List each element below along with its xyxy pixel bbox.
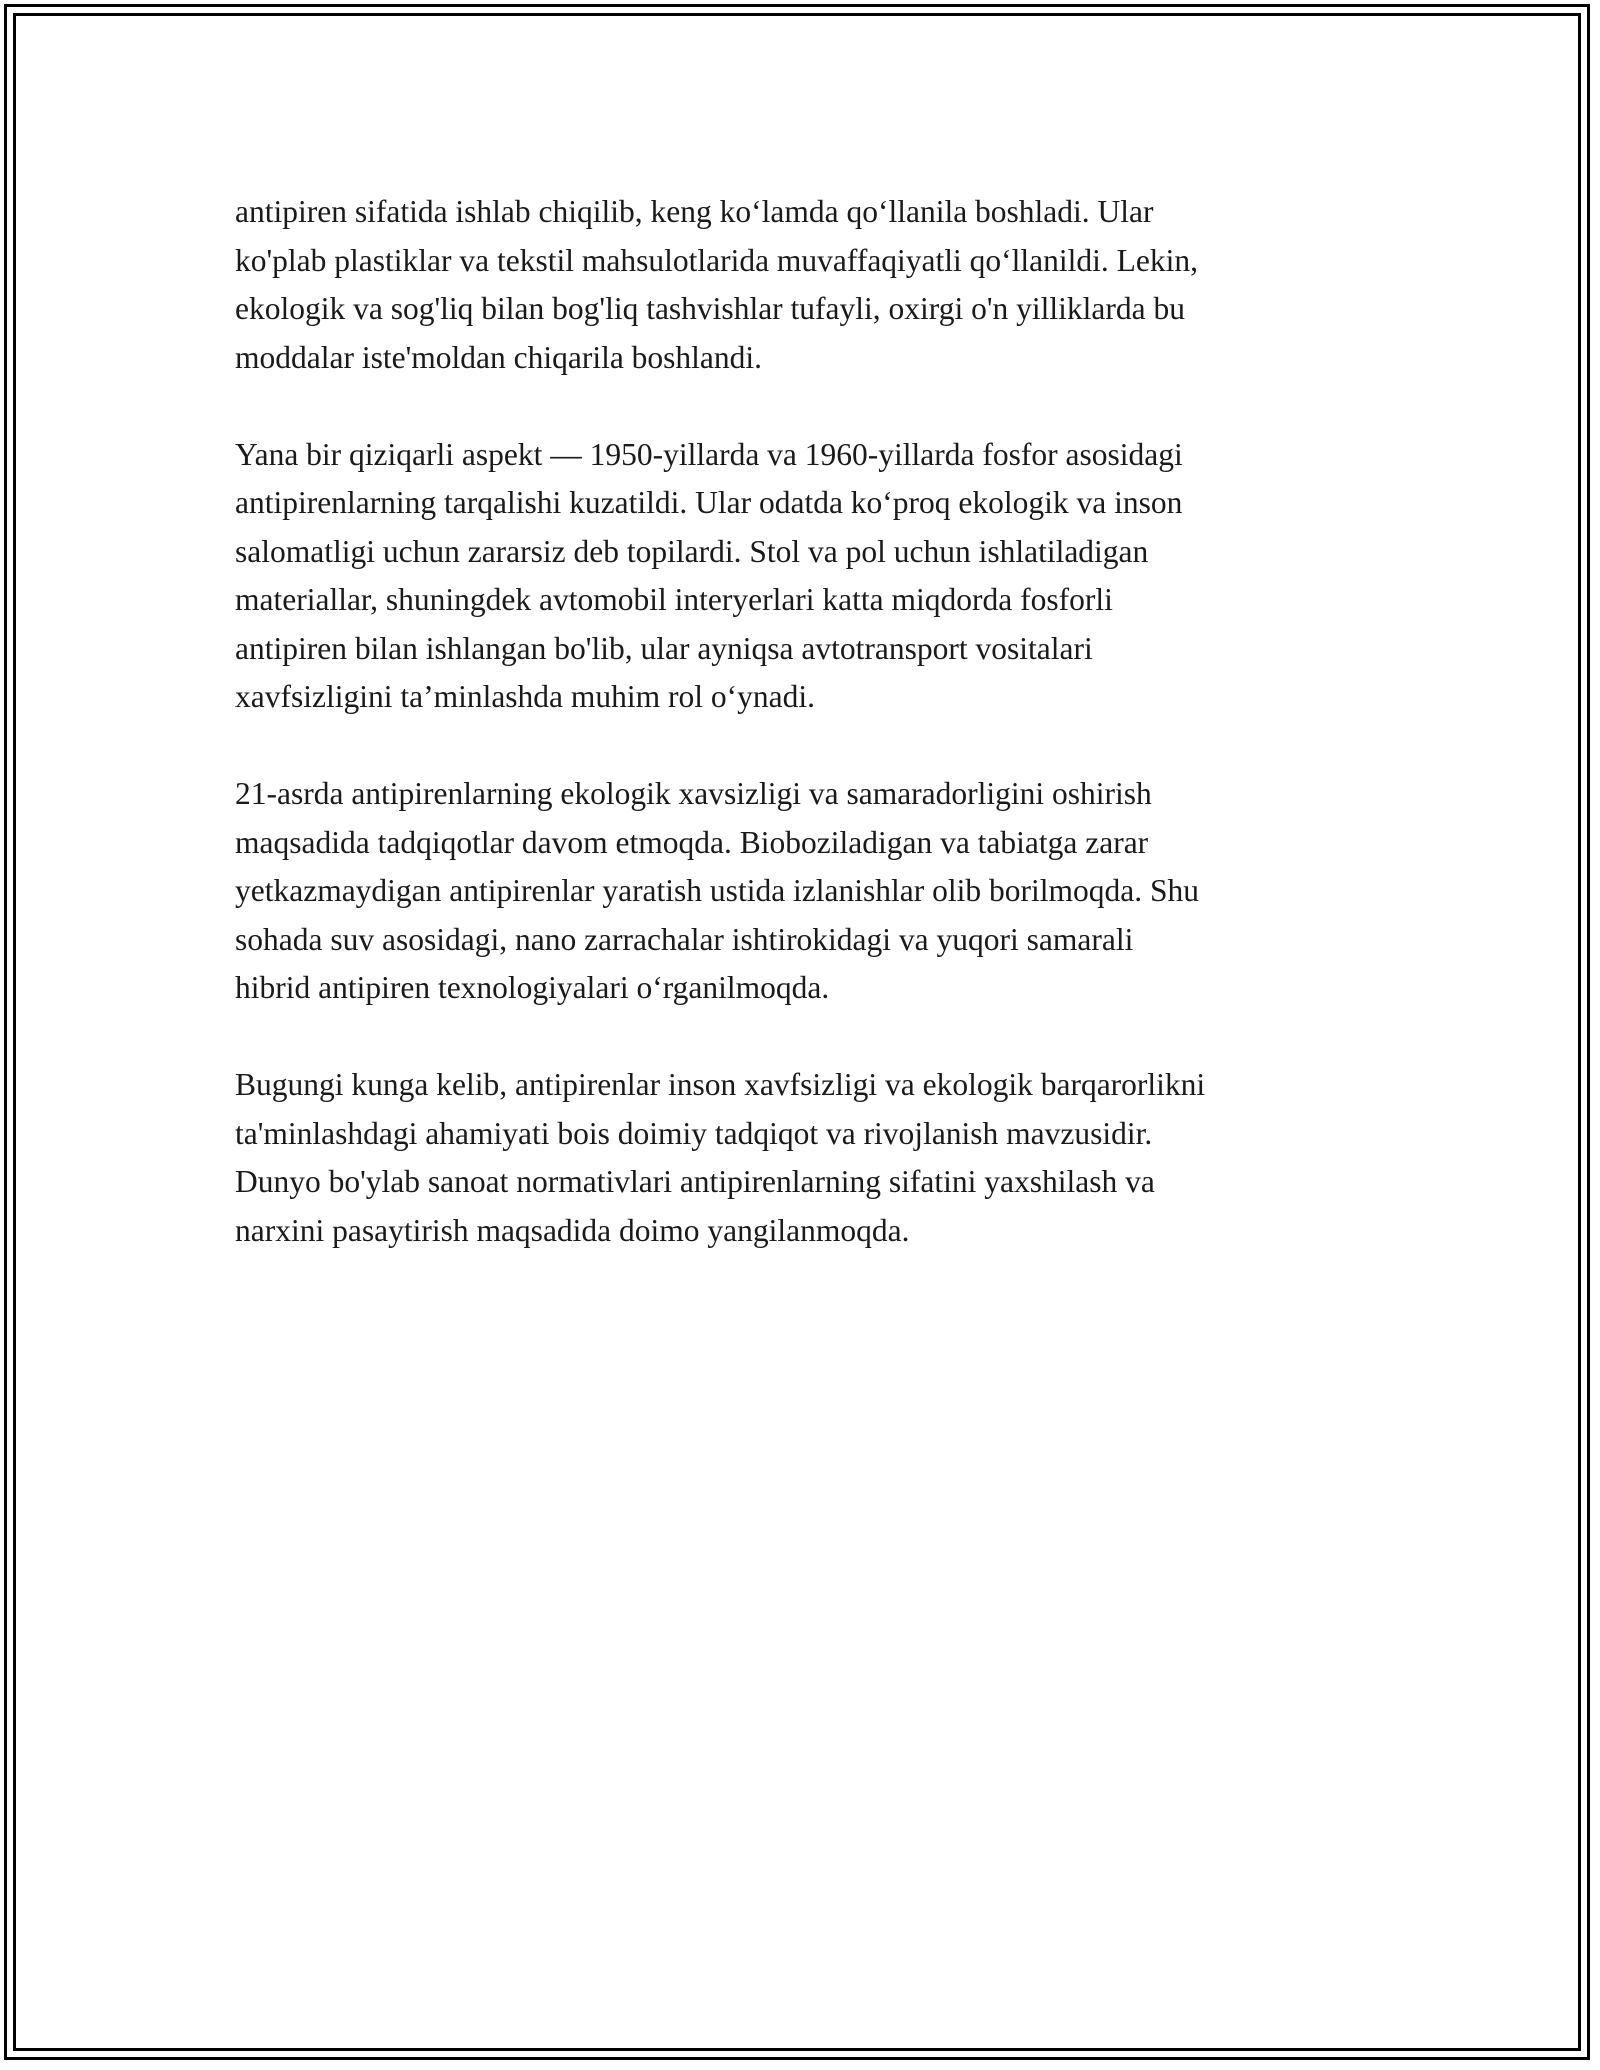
paragraph-3: 21-asrda antipirenlarning ekologik xavsizligi va samaradorligini oshirish maqsadida tadqiqotlar davom etmoqda. Bioboziladigan va tabiatga zarar yetkazmaydigan antipirenlar yaratish ustida izlanishlar olib borilmoqda. Shu sohada suv asosidagi, nano zarrachalar ishtirokidagi va yuqori samarali hibrid antipiren texnologiyalari o‘rganilmoqda.: [235, 776, 1199, 1005]
paragraph-2: Yana bir qiziqarli aspekt — 1950-yillarda va 1960-yillarda fosfor asosidagi antipirenlarning tarqalishi kuzatildi. Ular odatda ko‘proq ekologik va inson salomatligi uchun zararsiz deb topilardi. Stol va pol uchun ishlatiladigan materiallar, shuningdek avtomobil interyerlari katta miqdorda fosforli antipiren bilan ishlangan bo'lib, ular ayniqsa avtotransport vositalari xavfsizligini ta’minlashda muhim rol o‘ynadi.: [235, 436, 1183, 714]
document-body: [235, 188, 1375, 1304]
paragraph-1: antipiren sifatida ishlab chiqilib, keng ko‘lamda qo‘llanila boshladi. Ular ko'plab plastiklar va tekstil mahsulotlarida muvaffaqiyatli qo‘llanildi. Lekin, ekologik va sog'liq bilan bog'liq tashvishlar tufayli, oxirgi o'n yilliklarda bu moddalar iste'moldan chiqarila boshlandi.: [235, 194, 1198, 375]
paragraph-4: Bugungi kunga kelib, antipirenlar inson xavfsizligi va ekologik barqarorlikni ta'minlashdagi ahamiyati bois doimiy tadqiqot va rivojlanish mavzusidir. Dunyo bo'ylab sanoat normativlari antipirenlarning sifatini yaxshilash va narxini pasaytirish maqsadida doimo yangilanmoqda.: [235, 1067, 1206, 1248]
